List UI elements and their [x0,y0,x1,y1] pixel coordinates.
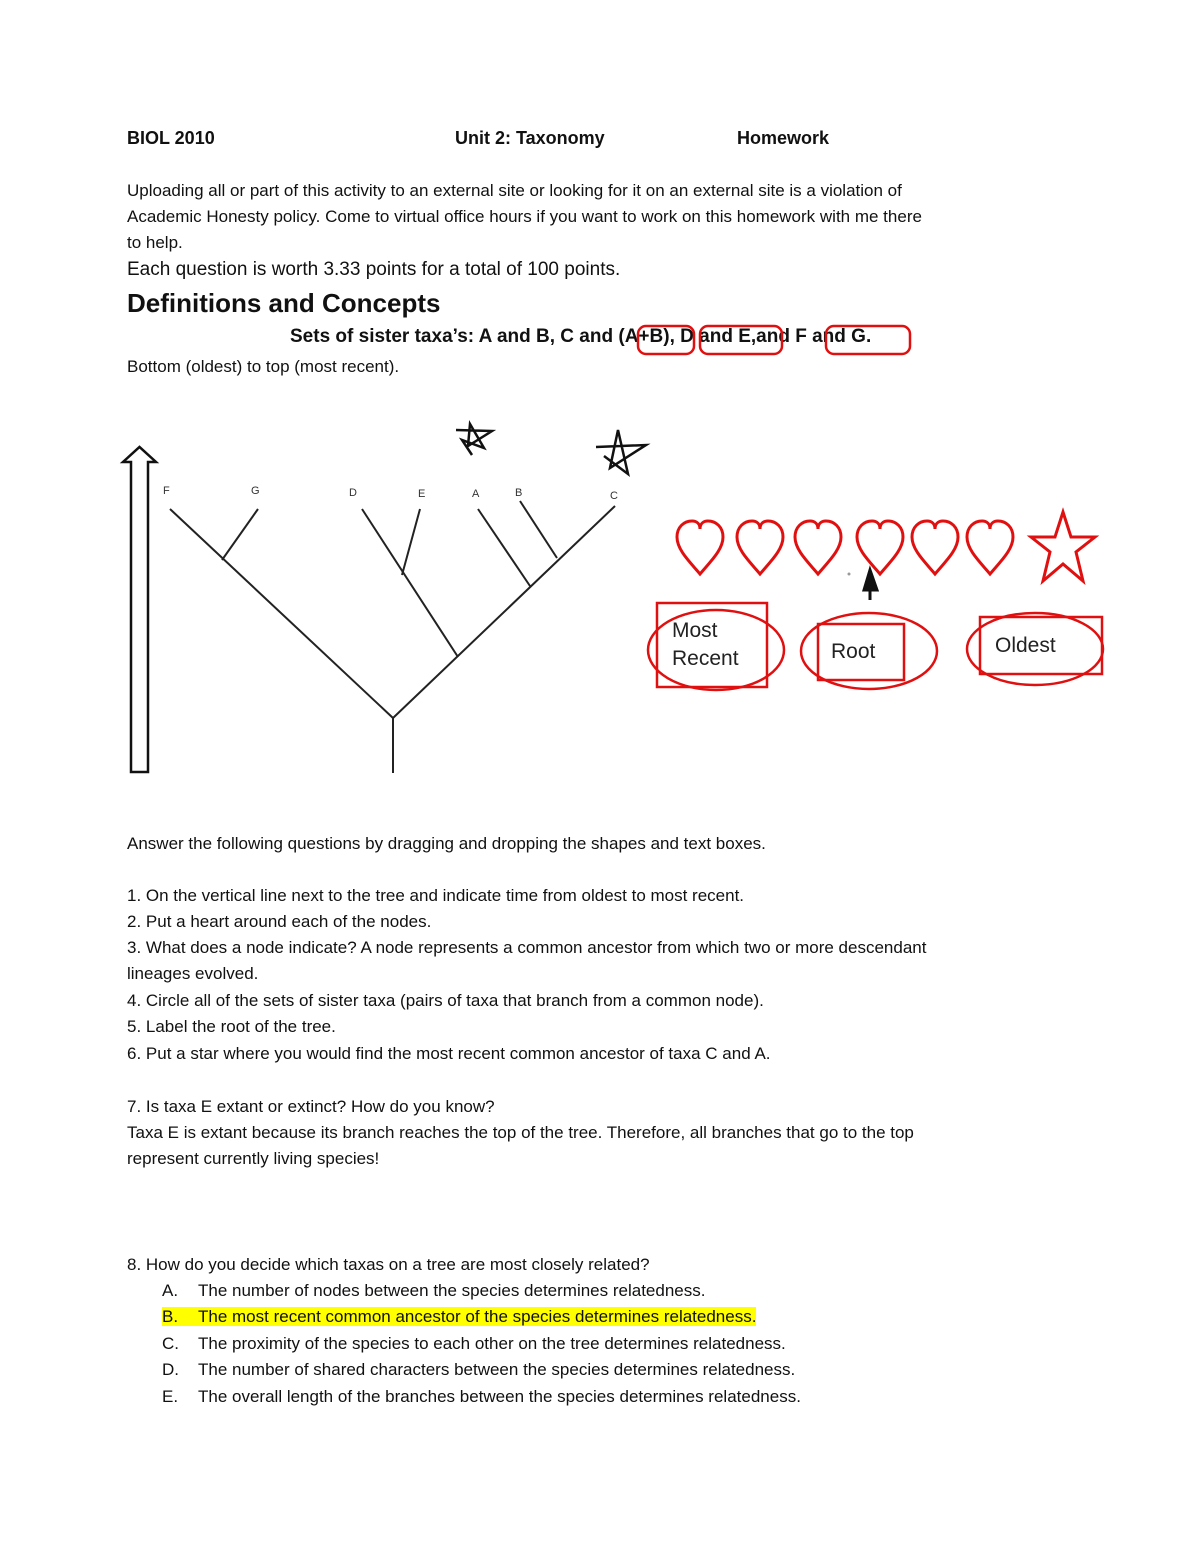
option-text: The number of shared characters between the species determines relatedness. [198,1360,796,1379]
question-1: 1. On the vertical line next to the tree and indicate time from oldest to most recent. [127,886,745,905]
pointer-arrow-icon[interactable] [864,570,877,600]
sister-taxa-prefix: Sets of sister taxa’s: A and B, C and [290,326,619,347]
unit-title: Unit 2: Taxonomy [455,128,605,148]
root-label: Root [831,640,876,663]
option-text: The most recent common ancestor of the species determines relatedness. [198,1307,757,1326]
taxon-label: B [515,487,523,499]
sister-taxa-ab: (A+B), [618,326,675,347]
heart-shape-icon[interactable] [967,521,1013,574]
assignment-type: Homework [737,128,830,148]
sister-taxa-fg: F and G. [795,326,872,347]
points-note: Each question is worth 3.33 points for a total of 100 points. [127,259,621,280]
star-shape-icon[interactable] [1031,512,1095,581]
question-3-cont: lineages evolved. [127,964,259,983]
option-letter: C. [162,1334,179,1353]
option-letter: A. [162,1281,179,1300]
option-c[interactable] [162,1331,786,1357]
section-title: Definitions and Concepts [127,288,441,318]
taxon-label: G [251,485,260,497]
heart-shape-icon[interactable] [912,521,958,574]
time-note: Bottom (oldest) to top (most recent). [127,357,400,376]
instructions: Answer the following questions by dragging and dropping the shapes and text boxes. [127,834,766,853]
option-letter: B. [162,1307,179,1326]
most-recent-label-2: Recent [672,647,739,670]
option-e[interactable] [162,1384,801,1410]
intro-line-1: Uploading all or part of this activity to an external site or looking for it on an external site is a violation of [127,181,902,200]
option-text: The proximity of the species to each other on the tree determines relatedness. [198,1334,786,1353]
taxon-label: E [418,488,426,500]
circle-ab[interactable] [638,326,694,354]
heart-shape-icon[interactable] [795,521,841,574]
taxon-label: D [349,487,357,499]
taxon-label: C [610,490,618,502]
option-a[interactable] [162,1278,705,1304]
question-8: 8. How do you decide which taxas on a tree are most closely related? [127,1255,650,1274]
question-3: 3. What does a node indicate? A node represents a common ancestor from which two or more descendant [127,938,927,957]
option-d[interactable] [162,1357,795,1383]
question-4: 4. Circle all of the sets of sister taxa (pairs of taxa that branch from a common node). [127,991,764,1010]
heart-shape-icon[interactable] [677,521,723,574]
option-text: The number of nodes between the species determines relatedness. [198,1281,706,1300]
question-7-answer-2: represent currently living species! [127,1149,380,1168]
heart-shape-icon[interactable] [857,521,903,574]
sister-taxa-de: D and E, [680,326,757,347]
question-7: 7. Is taxa E extant or extinct? How do you know? [127,1097,495,1116]
time-arrow-icon[interactable] [123,447,156,772]
drawn-star-icon[interactable] [596,430,646,474]
circle-fg[interactable] [826,326,910,354]
course-code: BIOL 2010 [127,128,215,148]
question-7-answer-1: Taxa E is extant because its branch reaches the top of the tree. Therefore, all branches that go to the top [127,1123,914,1142]
option-letter: E. [162,1387,179,1406]
question-6: 6. Put a star where you would find the most recent common ancestor of taxa C and A. [127,1044,771,1063]
intro-line-3: to help. [127,233,183,252]
intro-line-2: Academic Honesty policy. Come to virtual office hours if you want to work on this homework with me there [127,207,922,226]
option-letter: D. [162,1360,179,1379]
taxon-label: F [163,485,170,497]
phylogenetic-tree [170,501,615,773]
option-text: The overall length of the branches between the species determines relatedness. [198,1387,801,1406]
drawn-star-icon[interactable] [456,424,492,455]
dot-mark [848,573,851,576]
sister-taxa-and: and [756,326,790,347]
circle-de[interactable] [700,326,782,354]
question-2: 2. Put a heart around each of the nodes. [127,912,432,931]
taxon-label: A [472,488,480,500]
option-b-selected[interactable] [162,1304,756,1330]
question-5: 5. Label the root of the tree. [127,1017,336,1036]
most-recent-label-1: Most [672,619,718,642]
oldest-label: Oldest [995,634,1056,657]
heart-shape-icon[interactable] [737,521,783,574]
